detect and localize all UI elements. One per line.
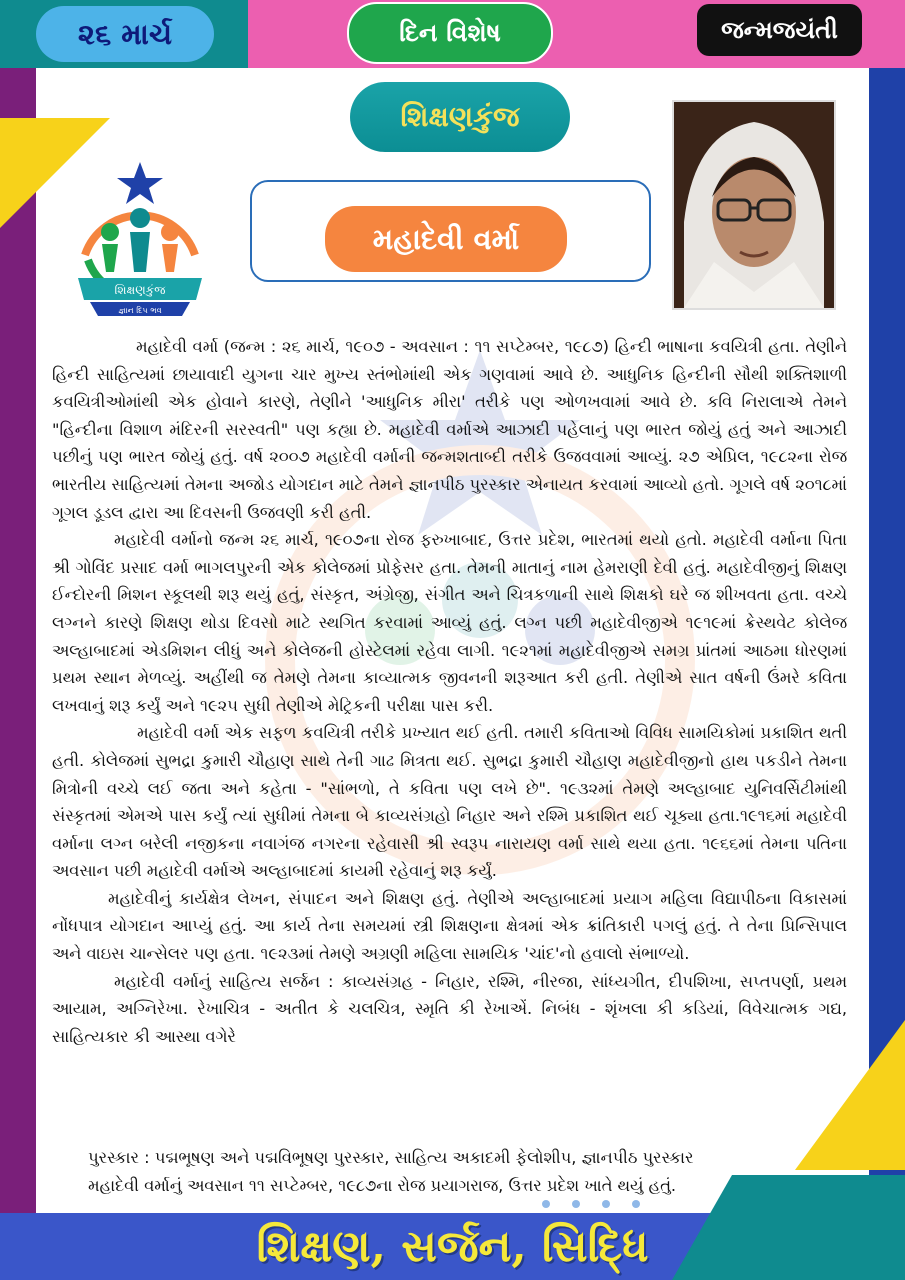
paragraph-intro: મહાદેવી વર્મા (જન્મ : ૨૬ માર્ચ, ૧૯૦૭ - અવસાન : ૧૧ સપ્ટેમ્બર, ૧૯૮૭) હિન્દી ભાષાના કવયિત્રી હતા. તેણીને હિન્દી સાહિત્યમાં છાયાવાદી યુગના ચાર મુખ્ય સ્તંભોમાંથી એક ગણવામાં આવે છે. આધુનિક હિન્દીની સૌથી શક્તિશાળી કવયિત્રીઓમાંથી એક હોવાને કારણે, તેણીને 'આધુનિક મીરા' તરીકે પણ ઓળખવામાં આવે છે. કવિ નિરાલાએ તેમને "હિન્દીના વિશાળ મંદિરની સરસ્વતી" પણ કહ્યા છે. મહાદેવી વર્માએ આઝાદી પહેલાનું પણ ભારત જોયું હતું અને આઝાદી પછીનું પણ ભારત જોયું હતું. વર્ષ ૨૦૦૭ મહાદેવી વર્માની જન્મશતાબ્દી તરીકે ઉજવવામાં આવ્યું. ૨૭ એપ્રિલ, ૧૯૮૨ના રોજ ભારતીય સાહિત્યમાં તેમના અજોડ યોગદાન માટે તેમને જ્ઞાનપીઠ પુરસ્કાર એનાયત કરવામાં આવ્યો હતો. ગૂગલે વર્ષ ૨૦૧૮માં ગૂગલ ડૂડલ દ્વારા આ દિવસની ઉજવણી કરી હતી. xyxy=(52,337,847,522)
day-special-badge: દિન વિશેષ xyxy=(347,2,553,64)
page-title: મહાદેવી વર્મા xyxy=(325,206,567,272)
logo-brand-text: શિક્ષણકુંજ xyxy=(114,283,166,297)
paragraph-work: મહાદેવીનું કાર્યક્ષેત્ર લેખન, સંપાદન અને શિક્ષણ હતું. તેણીએ અલ્હાબાદમાં પ્રયાગ મહિલા વિદ્યાપીઠના વિકાસમાં નોંધપાત્ર યોગદાન આપ્યું હતું. આ કાર્ય તેના સમયમાં સ્ત્રી શિક્ષણના ક્ષેત્રમાં એક ક્રાંતિકારી પગલું હતું. તે તેના પ્રિન્સિપાલ અને વાઇસ ચાન્સેલર પણ હતા. ૧૯૨૩માં તેમણે અગ્રણી મહિલા સામયિક 'ચાંદ'નો હવાલો સંભાળ્યો. xyxy=(52,888,847,964)
birth-anniversary-badge: જન્મજયંતી xyxy=(697,4,862,56)
logo-subtext: જ્ઞાન દિપ ભવ xyxy=(118,306,162,315)
paragraph-literature: મહાદેવી વર્માનું સાહિત્ય સર્જન : કાવ્યસંગ્રહ - નિહાર, રશ્મિ, નીરજા, સાંધ્યગીત, દીપશિખા, સપ્તપર્ણા, પ્રથમ આયામ, અગ્નિરેખા. રેખાચિત્ર - અતીત કે ચલચિત્ર, સ્મૃતિ કી રેખાએં. નિબંધ - શૃંખલા કી કડિયાં, વિવેચાત્મક ગદ્ય, સાહિત્યકાર કી આસ્થા વગેરે xyxy=(52,971,847,1046)
date-badge: ૨૬ માર્ચ xyxy=(36,6,214,62)
brand-title: શિક્ષણકુંજ xyxy=(350,82,570,152)
paragraph-early-life: મહાદેવી વર્માનો જન્મ ૨૬ માર્ચ, ૧૯૦૭ના રોજ ફરુખાબાદ, ઉત્તર પ્રદેશ, ભારતમાં થયો હતો. મહાદેવી વર્માના પિતા શ્રી ગોવિંદ પ્રસાદ વર્મા ભાગલપુરની એક કોલેજમાં પ્રોફેસર હતા. તેમની માતાનું નામ હેમરાણી દેવી હતું. મહાદેવીજીનું શિક્ષણ ઈન્દોરની મિશન સ્કૂલથી શરૂ થયું હતું, સંસ્કૃત, અંગ્રેજી, સંગીત અને ચિત્રકળાની સાથે શિક્ષકો ઘરે જ શીખવતા હતા. વચ્ચે લગ્નને કારણે શિક્ષણ થોડા દિવસો માટે સ્થગિત કરવામાં આવ્યું હતું. લગ્ન પછી મહાદેવીજીએ ૧૯૧૯માં ક્રેસ્થવેટ કોલેજ અલ્હાબાદમાં એડમિશન લીધું અને કોલેજની હોસ્ટેલમાં રહેવા લાગી. ૧૯૨૧માં મહાદેવીજીએ સમગ્ર પ્રાંતમાં આઠમા ધોરણમાં પ્રથમ સ્થાન મેળવ્યું. અહીંથી જ તેમણે તેમના કાવ્યાત્મક જીવનની શરૂઆત કરી હતી. તેણીએ સાત વર્ષની ઉંમરે કવિતા લખવાનું શરૂ કર્યું અને ૧૯૨૫ સુધી તેણીએ મેટ્રિકની પરીક્ષા પાસ કરી. xyxy=(52,530,847,715)
decorative-dots xyxy=(540,1198,670,1210)
portrait-photo xyxy=(672,100,836,310)
awards-line: પુરસ્કાર : પદ્મભૂષણ અને પદ્મવિભૂષણ પુરસ્કાર, સાહિત્ય અકાદમી ફેલોશીપ, જ્ઞાનપીઠ પુરસ્કાર xyxy=(88,1148,694,1167)
shikshankunj-logo xyxy=(70,160,210,320)
paragraph-career: મહાદેવી વર્મા એક સફળ કવયિત્રી તરીકે પ્રખ્યાત થઈ હતી. તમારી કવિતાઓ વિવિધ સામયિકોમાં પ્રકાશિત થતી હતી. કોલેજમાં સુભદ્રા કુમારી ચૌહાણ સાથે તેની ગાઢ મિત્રતા થઈ. સુભદ્રા કુમારી ચૌહાણ મહાદેવીજીનો હાથ પકડીને તેમના મિત્રોની વચ્ચે લઈ જતા અને કહેતા - "સાંભળો, તે કવિતા પણ લખે છે". ૧૯૩૨માં તેમણે અલ્હાબાદ યુનિવર્સિટીમાંથી સંસ્કૃતમાં એમએ પાસ કર્યું ત્યાં સુધીમાં તેમના બે કાવ્યસંગ્રહો નિહાર અને રશ્મિ પ્રકાશિત થઈ ચૂક્યા હતા.૧૯૧૬માં મહાદેવી વર્માના લગ્ન બરેલી નજીકના નવાગંજ નગરના રહેવાસી શ્રી સ્વરૂપ નારાયણ વર્મા સાથે થયા હતા. ૧૯૬૬માં તેમના પતિના અવસાન પછી મહાદેવી વર્માએ અલ્હાબાદમાં કાયમી રહેવાનું શરૂ કર્યું. xyxy=(52,723,847,881)
death-line: મહાદેવી વર્માનું અવસાન ૧૧ સપ્ટેમ્બર, ૧૯૮૭ના રોજ પ્રયાગરાજ, ઉત્તર પ્રદેશ ખાતે થયું હતું. xyxy=(88,1175,677,1195)
portrait-person-icon xyxy=(674,102,834,308)
article-body xyxy=(52,333,847,1050)
footer-slogan: શિક્ષણ, સર્જન, સિદ્ધિ xyxy=(256,1221,649,1272)
left-border-strip xyxy=(0,68,36,1213)
logo-star-icon xyxy=(117,162,163,204)
